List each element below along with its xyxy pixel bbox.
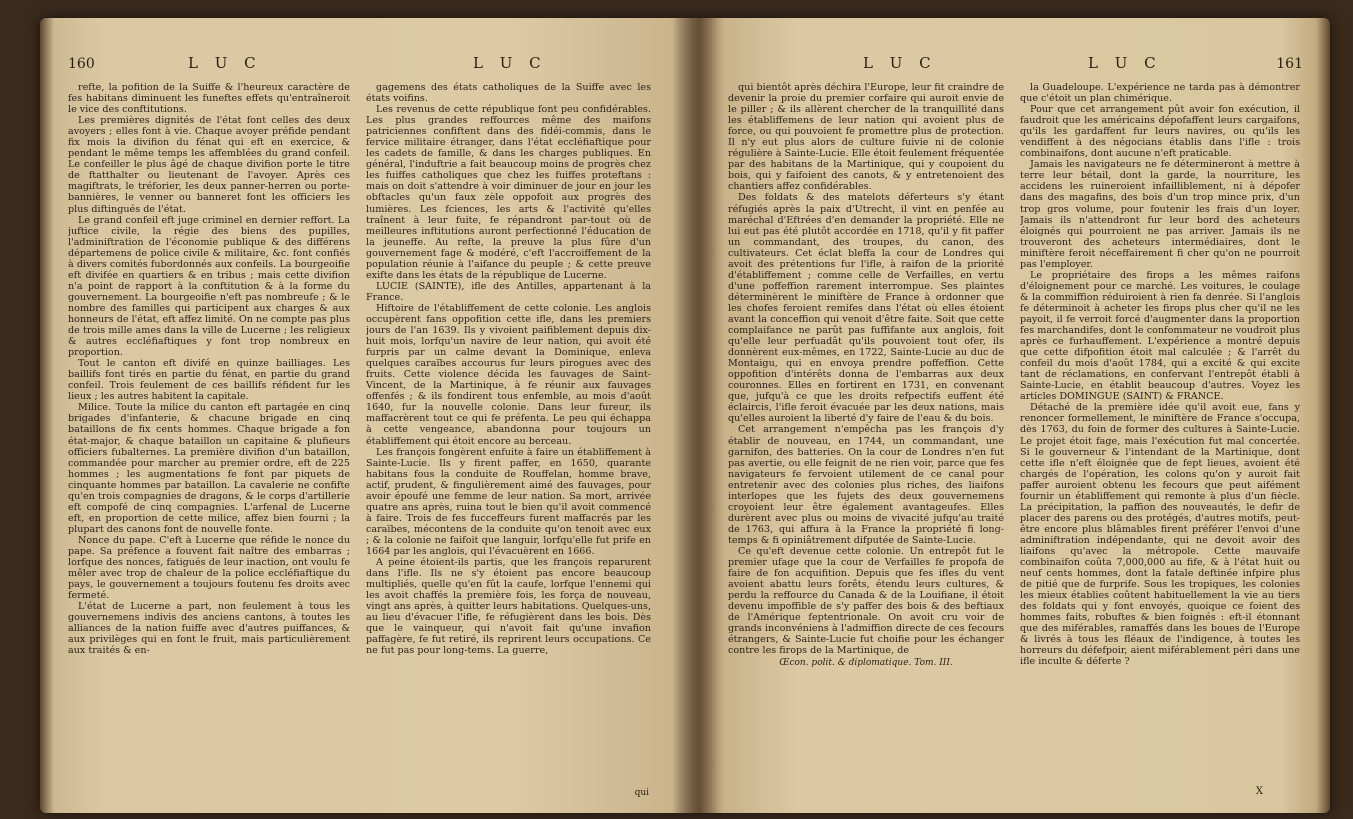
paragraph: qui bientôt après déchira l'Europe, leur fit craindre de devenir la proie du premier corfaire qui auroit envie de le piller ; & ils allèrent chercher de la tranquillité dans les établiffemens de leur nation qui avoient plus de force, ou qui pouvoient fe promettre plus de protection. Il n'y eut plus alors de culture fuivie ni de colonie régulière à Sainte-Lucie. Elle étoit feulement fréquentée par des habitans de la Martinique, qui y coupoient du bois, qui y faifoient des canots, & y entretenoient des chantiers affez confidérables. [728, 82, 1004, 193]
paragraph: Détaché de la première idée qu'il avoit eue, fans y renoncer formellement, le miniftère de France s'occupa, dès 1763, du foin de former des cultures à Sainte-Lucie. Le projet étoit fage, mais l'exécution fut mal concertée. Si le gouverneur & l'intendant de la Martinique, dont cette ifle n'eft éloignée que de fept lieues, avoient été chargés de l'opération, les colons qu'on y auroit fait paffer auroient obtenu les fecours que peut aifément fournir un établiffement qui remonte à plus d'un fiècle. La précipitation, la paffion des nouveautés, le defir de placer des parens ou des protégés, d'autres motifs, peut-être encore plus blâmables firent préférer l'envoi d'une adminiftration indépendante, qui ne devoit avoir des liaifons qu'avec la métropole. Cette mauvaife combinaifon coûta 7,000,000 au fife, & à l'état huit ou neuf cents hommes, dont la fatale deftinée infpire plus de pitié que de furprife. Sous les tropiques, les colonies les mieux établies coûtent habituellement la vie au tiers des foldats qui y font envoyés, quoique ce foient des hommes faits, robuftes & bien foignés : eft-il étonnant que des miférables, ramaffés dans les boues de l'Europe & livrés à tous les fléaux de l'indigence, à toutes les horreurs du défefpoir, aient miférablement péri dans une ifle inculte & déferte ? [1020, 402, 1300, 668]
catchword: qui [634, 787, 649, 798]
paragraph: la Guadeloupe. L'expérience ne tarda pas à démontrer que c'étoit un plan chimérique. [1020, 82, 1300, 105]
running-head-text: L U C [473, 54, 547, 72]
paragraph: Le grand confeil eft juge criminel en dernier reffort. La juftice civile, la régie des biens des pupilles, l'adminiftration de l'économie publique & des différens départemens de police civile & militaire, &c. font confiés à divers comités fubordonnés aux confeils. La bourgeoifie eft divifée en quartiers & en tribus ; mais cette divifion n'a point de rapport à la conftitution & à la forme du gouvernement. La bourgeoifie n'eft pas nombreufe ; & le nombre des familles qui participent aux charges & aux honneurs de l'état, eft affez limité. On ne compte pas plus de trois mille ames dans la ville de Lucerne ; les religieux & autres eccléfiaftiques y font trop nombreux en proportion. [68, 214, 350, 359]
left-page [68, 54, 658, 799]
paragraph: Les revenus de cette république font peu confidérables. Les plus grandes reffources même des maifons patriciennes confiftent dans des fidéi-commis, dans le fervice militaire étranger, dans l'état eccléfiaftique pour les cadets de famille, & dans les charges publiques. En général, l'induftrie a fait beaucoup moins de progrès chez les fuiffes catholiques que chez les fuiffes proteftans : mais on doit s'attendre à voir diminuer de jour en jour les obftacles qu'un faux zèle oppofoit aux progrès des lumières. Les fciences, les arts & l'activité qu'elles traînent à leur fuite, fe répandront par-tout où de meilleures inftitutions auront perfectionné l'éducation de la jeuneffe. Au refte, la preuve la plus fûre d'un gouvernement fage & modéré, c'eft l'accroiffement de la population réunie à l'aifance du peuple ; & cette preuve exifte dans les états de la république de Lucerne. [366, 104, 651, 281]
paragraph: Tout le canton eft divifé en quinze bailliages. Les baillifs font tirés en partie du fénat, en partie du grand confeil. Trois feulement de ces baillifs réfident fur les lieux ; les autres habitent la capitale. [68, 358, 350, 403]
page-footer: Œcon. polit. & diplomatique. Tom. III. [779, 658, 953, 669]
open-book [40, 18, 1330, 813]
paragraph: A peine étoient-ils partis, que les françois reparurent dans l'ifle. Ils ne s'y étoient pas encore beaucoup multipliés, quelle qu'en fût la caufe, lorfque l'ennemi qui les avoit chaffés la première fois, les força de nouveau, vingt ans après, à quitter leurs habitations. Quelques-uns, au lieu d'évacuer l'ifle, fe réfugièrent dans les bois. Dès que le vainqueur, qui n'avoit fait qu'une invafion paffagère, fe fut retiré, ils reprirent leurs occupations. Ce ne fut pas pour long-tems. La guerre, [366, 557, 651, 657]
right-page-column-1 [728, 82, 1004, 799]
running-head-text: L U C [1088, 54, 1162, 72]
running-head-text: L U C [863, 54, 937, 72]
right-running-head [728, 54, 1303, 80]
paragraph: gagemens des états catholiques de la Suiffe avec les états voifins. [366, 82, 651, 105]
paragraph: Pour que cet arrangement pût avoir fon exécution, il faudroit que les américains dépofaffent leurs cargaifons, qu'ils les gardaffent fur leurs navires, ou qu'ils les vendiffent à des négocians établis dans l'ifle : trois combinaifons, dont aucune n'eft praticable. [1020, 104, 1300, 160]
paragraph: Ce qu'eft devenue cette colonie. Un entrepôt fut le premier ufage que la cour de Verfailles fe propofa de faire de fon acquifition. Depuis que fes ifles du vent avoient abattu leurs forêts, étendu leurs cultures, & perdu la reffource du Canada & de la Louifiane, il étoit devenu impoffible de s'y paffer des bois & des beftiaux de l'Amérique feptentrionale. On avoit cru voir de grands inconvéniens à l'admiffion directe de ces fecours étrangers, & Sainte-Lucie fut choifie pour les échanger contre les firops de la Martinique, de [728, 545, 1004, 657]
right-page-column-2 [1020, 82, 1300, 799]
left-running-head [68, 54, 658, 80]
paragraph: Des foldats & des matelots déferteurs s'y étant réfugiés après la paix d'Utrecht, il vint en penfée au maréchal d'Eftrées d'en demander la propriété. Elle ne lui eut pas été plutôt accordée en 1718, qu'il y fit paffer un commandant, des troupes, du canon, des cultivateurs. Cet éclat bleffa la cour de Londres qui avoit des prétentions fur l'ifle, à raifon de la priorité d'établiffement ; comme celle de Verfailles, en vertu d'une poffeffion rarement interrompue. Ses plaintes déterminèrent le miniftère de France à ordonner que les chofes feroient remifes dans l'état où elles étoient avant la conceffion qui venoit d'être faite. Soit que cette complaifance ne parût pas fuffifante aux anglois, foit qu'elle leur perfuadât qu'ils pouvoient tout ofer, ils donnèrent eux-mêmes, en 1722, Sainte-Lucie au duc de Montaigu, qui en envoya prendre poffeffion. Cette oppofition d'intérêts donna de l'embarras aux deux couronnes. Elles en fortirent en 1731, en convenant que, jufqu'à ce que les droits refpectifs euffent été éclaircis, l'ifle feroit évacuée par les deux nations, mais qu'elles auroient la liberté d'y faire de l'eau & du bois. [728, 192, 1004, 425]
article-heading: LUCIE (SAINTE), ifle des Antilles, appartenant à la France. [366, 280, 651, 303]
paragraph: Hiftoire de l'établiffement de cette colonie. Les anglois occupèrent fans oppofition cette ifle, dans les premiers jours de l'an 1639. Ils y vivoient paifiblement depuis dix-huit mois, lorfqu'un navire de leur nation, qui avoit été furpris par un calme devant la Dominique, enleva quelques caraïbes accourus fur leurs pirogues avec des fruits. Cette violence décida les fauvages de Saint-Vincent, de la Martinique, à fe réunir aux fauvages offenfés ; & ils fondirent tous enfemble, au mois d'août 1640, fur la nouvelle colonie. Dans leur fureur, ils maffacrèrent tout ce qui fe préfenta. Le peu qui échappa à cette vengeance, abandonna pour toujours un établiffement qui étoit encore au berceau. [366, 302, 651, 447]
paragraph: L'état de Lucerne a part, non feulement à tous les gouvernemens indivis des anciens cantons, à toutes les alliances de la nation fuiffe avec d'autres puiffances, & aux privilèges qui en font le fruit, mais particulièrement aux traités & en- [68, 601, 350, 657]
left-page-column-1 [68, 82, 350, 799]
page-number-right: 161 [1276, 56, 1303, 72]
paragraph: Cet arrangement n'empêcha pas les françois d'y établir de nouveau, en 1744, un commandant, une garnifon, des batteries. On la cour de Londres n'en fut pas avertie, ou elle feignit de ne rien voir, parce que fes navigateurs fe fervoient utilement de ce canal pour entretenir avec des colonies plus riches, des liaifons interlopes que les fujets des deux gouvernemens croyoient leur être également avantageufes. Elles durèrent avec plus ou moins de vivacité jufqu'au traité de 1763, qui affura à la France la propriété fi long-temps & fi opiniâtrement difputée de Sainte-Lucie. [728, 424, 1004, 546]
signature-mark: X [1255, 786, 1263, 797]
page-number-left: 160 [68, 56, 95, 72]
book-gutter [672, 18, 718, 813]
right-page [728, 54, 1303, 799]
paragraph: Le propriétaire des firops a les mêmes raifons d'éloignement pour ce marché. Les voitures, le coulage & la commiffion réduiroient à rien fa denrée. Si l'anglois fe déterminoit à acheter les firops plus cher qu'il ne les payoit, il fe verroit forcé d'augmenter dans la proportion fes marchandifes, dont le confommateur ne voudroit plus après ce furhauffement. L'expérience a montré depuis que cette difpofition étoit mal calculée ; & l'arrêt du confeil du mois d'août 1784, qui a excité & qui excite tant de réclamations, en confervant l'entrepôt établi à Sainte-Lucie, en établit beaucoup d'autres. Voyez les articles DOMINGUE (SAINT) & FRANCE. [1020, 269, 1300, 403]
paragraph: Milice. Toute la milice du canton eft partagée en cinq brigades d'infanterie, & chacune brigade en cinq bataillons de fix cents hommes. Chaque brigade a fon état-major, & chaque bataillon un capitaine & plufieurs officiers fubalternes. La première divifion d'un bataillon, commandée pour marcher au premier ordre, eft de 225 hommes ; les augmentations fe font par piquets de cinquante hommes par bataillon. La cavalerie ne confifte qu'en trois compagnies de dragons, & le corps d'artillerie eft compofé de cinq compagnies. L'arfenal de Lucerne eft, en proportion de cette milice, affez bien fourni ; la plupart des canons font de nouvelle fonte. [68, 402, 350, 535]
paragraph: refte, la pofition de la Suiffe & l'heureux caractère de fes habitans diminuent les funeftes effets qu'entraîneroit le vice des conftitutions. [68, 82, 350, 116]
running-head-text: L U C [188, 54, 262, 72]
paragraph: Les françois fongèrent enfuite à faire un établiffement à Sainte-Lucie. Ils y firent paffer, en 1650, quarante habitans fous la conduite de Rouffelan, homme brave, actif, prudent, & fingulièrement aimé des fauvages, pour avoir époufé une femme de leur nation. Sa mort, arrivée quatre ans après, ruina tout le bien qu'il avoit commencé à faire. Trois de fes fucceffeurs furent maffacrés par les caraïbes, mécontens de la conduite qu'on tenoit avec eux ; & la colonie ne faifoit que languir, lorfqu'elle fut prife en 1664 par les anglois, qui l'évacuèrent en 1666. [366, 446, 651, 557]
left-page-column-2 [366, 82, 651, 799]
paragraph: Nonce du pape. C'eft à Lucerne que réfide le nonce du pape. Sa préfence a fouvent fait naître des embarras ; lorfque des nonces, fatigués de leur inaction, ont voulu fe mêler avec trop de chaleur de la police eccléfiaftique du pays, le gouvernement a toujours foutenu fes droits avec fermeté. [68, 534, 350, 602]
paragraph: Les premières dignités de l'état font celles des deux avoyers ; elles font à vie. Chaque avoyer préfide pendant fix mois la divifion du fénat qui eft en exercice, & pendant le même temps les affemblées du grand confeil. Le confeiller le plus âgé de chaque divifion porte le titre de ftatthalter ou lieutenant de l'avoyer. Après ces magiftrats, le tréforier, les deux panner-herren ou porte-bannières, le venner ou banneret font les officiers les plus diftingués de l'état. [68, 115, 350, 215]
paragraph: Jamais les navigateurs ne fe détermineront à mettre à terre leur bétail, dont la garde, la nourriture, les accidens les ruineroient infailliblement, ni à dépofer dans des magafins, des bois d'un trop mince prix, d'un trop gros volume, pour foutenir les frais d'un loyer. Jamais ils n'attendront fur leur bord des acheteurs éloignés qui pourroient ne pas arriver. Jamais ils ne trouveront des acheteurs intermédiaires, dont le miniftère feroit néceffairement fi cher qu'on ne pourroit pas l'employer. [1020, 159, 1300, 270]
